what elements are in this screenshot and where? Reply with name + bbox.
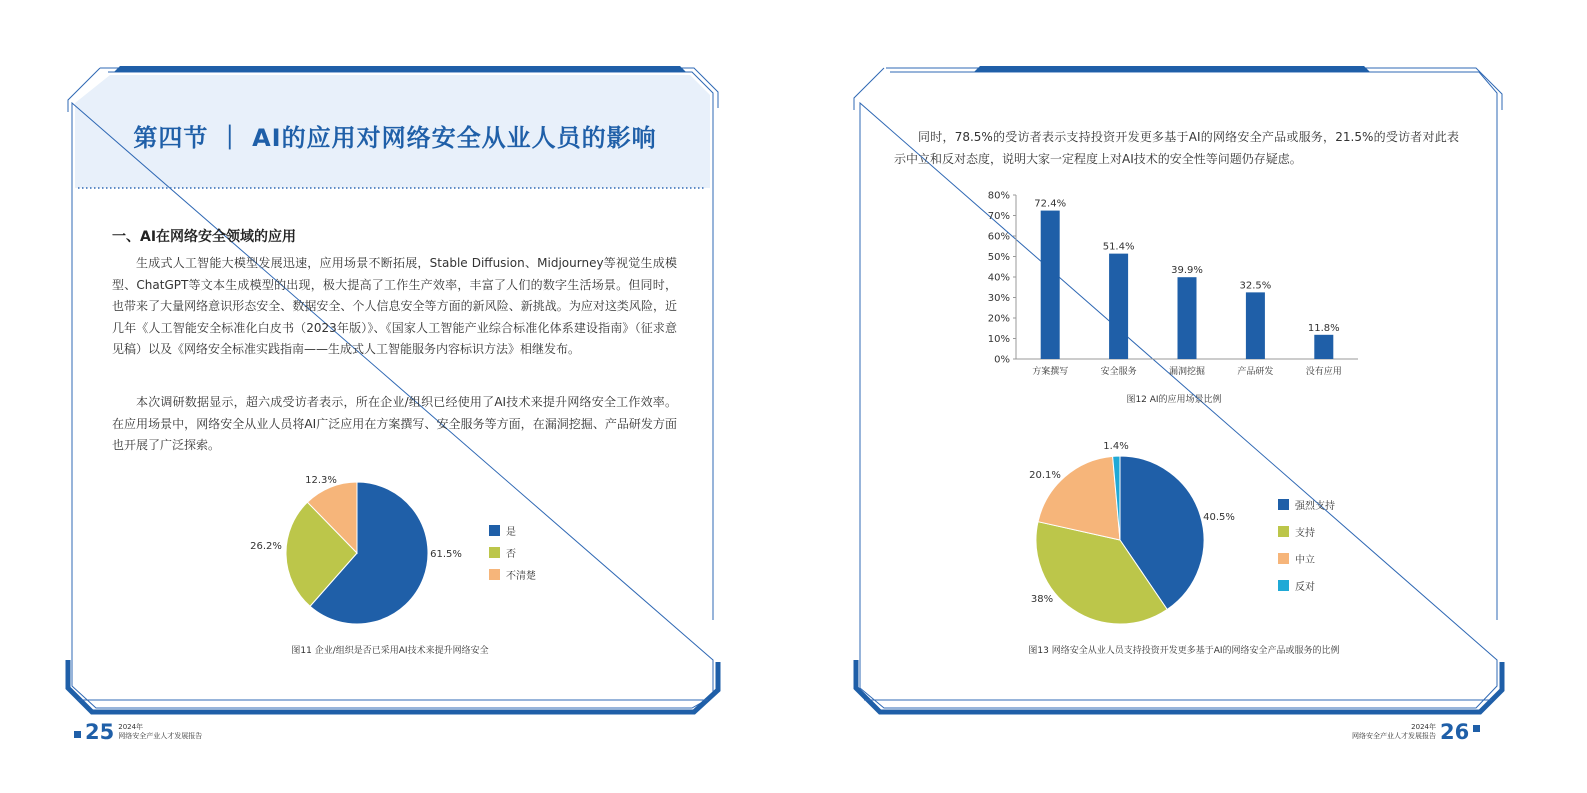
page-number: 25 <box>85 720 115 744</box>
page-number: 26 <box>1440 720 1470 744</box>
legend-swatch <box>489 569 500 580</box>
pie-label-1: 38% <box>1030 594 1054 605</box>
bar-value-label: 32.5% <box>1239 280 1272 292</box>
legend-item-support <box>1278 518 1335 545</box>
y-tick-label: 70% <box>987 211 1010 222</box>
paragraph-1: 生成式人工智能大模型发展迅速，应用场景不断拓展，Stable Diffusion、Midjourney等视觉生成模型、ChatGPT等文本生成模型的出现，极大提高了工作生产效率，丰富了人们的数字生活场景。但同时，也带来了大量网络意识形态安全、数据安全、个人信息安全等方面的新风险、新挑战。为应对这类风险，近几年《人工智能安全标准化白皮书（2023年版）》、《国家人工智能产业综合标准化体系建设指南》（征求意见稿）以及《网络安全标准实践指南——生成式人工智能服务内容标识方法》相继发布。 <box>112 256 677 356</box>
legend-label: 不清楚 <box>506 570 536 582</box>
subheading: 一、AI在网络安全领域的应用 <box>112 229 297 245</box>
y-tick-label: 0% <box>994 354 1010 366</box>
y-tick-label: 30% <box>987 293 1010 304</box>
footer-year: 2024年 <box>118 723 144 731</box>
legend-item-neutral <box>1278 545 1335 572</box>
legend-item-strong-support <box>1278 491 1335 518</box>
legend-item-unsure <box>489 563 536 585</box>
footer-square <box>1473 725 1480 732</box>
y-tick-label: 50% <box>987 252 1010 263</box>
y-tick-label: 10% <box>987 334 1010 345</box>
footer-title: 网络安全产业人才发展报告 <box>118 732 203 740</box>
legend-swatch <box>1278 553 1289 564</box>
figure-11-caption: 图11 企业/组织是否已采用AI技术来提升网络安全 <box>291 646 489 656</box>
figure-11-pie-chart <box>0 0 793 793</box>
pie-label-0: 40.5% <box>1203 512 1235 523</box>
legend-item-yes <box>489 519 536 541</box>
x-tick-label: 没有应用 <box>1305 367 1342 377</box>
footer-square <box>74 731 81 738</box>
legend-swatch <box>489 547 500 558</box>
legend-label: 是 <box>506 526 516 538</box>
legend-swatch <box>1278 499 1289 510</box>
left-page <box>0 0 793 793</box>
y-tick-label: 40% <box>987 272 1010 284</box>
pie-label-2: 20.1% <box>1029 470 1061 481</box>
bar-value-label: 72.4% <box>1034 198 1067 210</box>
footer-year: 2024年 <box>1411 723 1436 731</box>
x-tick-label: 漏洞挖掘 <box>1168 367 1206 377</box>
legend-label: 强烈支持 <box>1295 501 1335 512</box>
pie-label-3: 1.4% <box>1103 441 1129 452</box>
x-tick-label: 方案撰写 <box>1032 367 1069 377</box>
footer <box>74 720 202 744</box>
footer-title: 网络安全产业人才发展报告 <box>1352 732 1436 740</box>
y-tick-label: 20% <box>987 313 1010 325</box>
footer <box>1352 720 1480 744</box>
y-tick-label: 60% <box>987 231 1010 243</box>
legend-swatch <box>1278 526 1289 537</box>
legend-swatch <box>1278 580 1289 591</box>
footer-text <box>118 723 202 741</box>
pie-label-1: 26.2% <box>250 541 282 552</box>
right-paragraph: 同时，78.5%的受访者表示支持投资开发更多基于AI的网络安全产品或服务，21.5%的受访者对此表示中立和反对态度，说明大家一定程度上对AI技术的安全性等问题仍存疑虑。 <box>894 130 1459 166</box>
figure-13-pie-chart <box>794 0 1587 793</box>
bar-value-label: 39.9% <box>1171 265 1203 277</box>
x-tick-label: 产品研发 <box>1237 367 1274 377</box>
section-title: 第四节 ｜ AI的应用对网络安全从业人员的影响 <box>133 124 657 152</box>
figure-13-caption: 图13 网络安全从业人员支持投资开发更多基于AI的网络安全产品或服务的比例 <box>1028 646 1340 656</box>
legend-label: 反对 <box>1295 582 1315 593</box>
figure-11-legend <box>489 519 536 585</box>
figure-13-legend <box>1278 491 1335 599</box>
legend-label: 否 <box>506 548 516 560</box>
legend-swatch <box>489 525 500 536</box>
figure-12-caption: 图12 AI的应用场景比例 <box>1126 395 1222 405</box>
pie-label-0: 61.5% <box>430 549 462 560</box>
legend-label: 中立 <box>1295 555 1315 566</box>
footer-text <box>1352 723 1436 741</box>
paragraph-2: 本次调研数据显示，超六成受访者表示，所在企业/组织已经使用了AI技术来提升网络安全工作效率。在应用场景中，网络安全从业人员将AI广泛应用在方案撰写、安全服务等方面，在漏洞挖掘、产品研发方面也开展了广泛探索。 <box>112 395 677 452</box>
pie-label-2: 12.3% <box>305 475 337 486</box>
bar-value-label: 51.4% <box>1102 241 1135 253</box>
legend-label: 支持 <box>1295 528 1315 539</box>
legend-item-oppose <box>1278 572 1335 599</box>
legend-item-no <box>489 541 536 563</box>
y-tick-label: 80% <box>987 190 1010 202</box>
bar-value-label: 11.8% <box>1307 322 1340 334</box>
x-tick-label: 安全服务 <box>1100 367 1137 377</box>
right-page <box>794 0 1587 793</box>
